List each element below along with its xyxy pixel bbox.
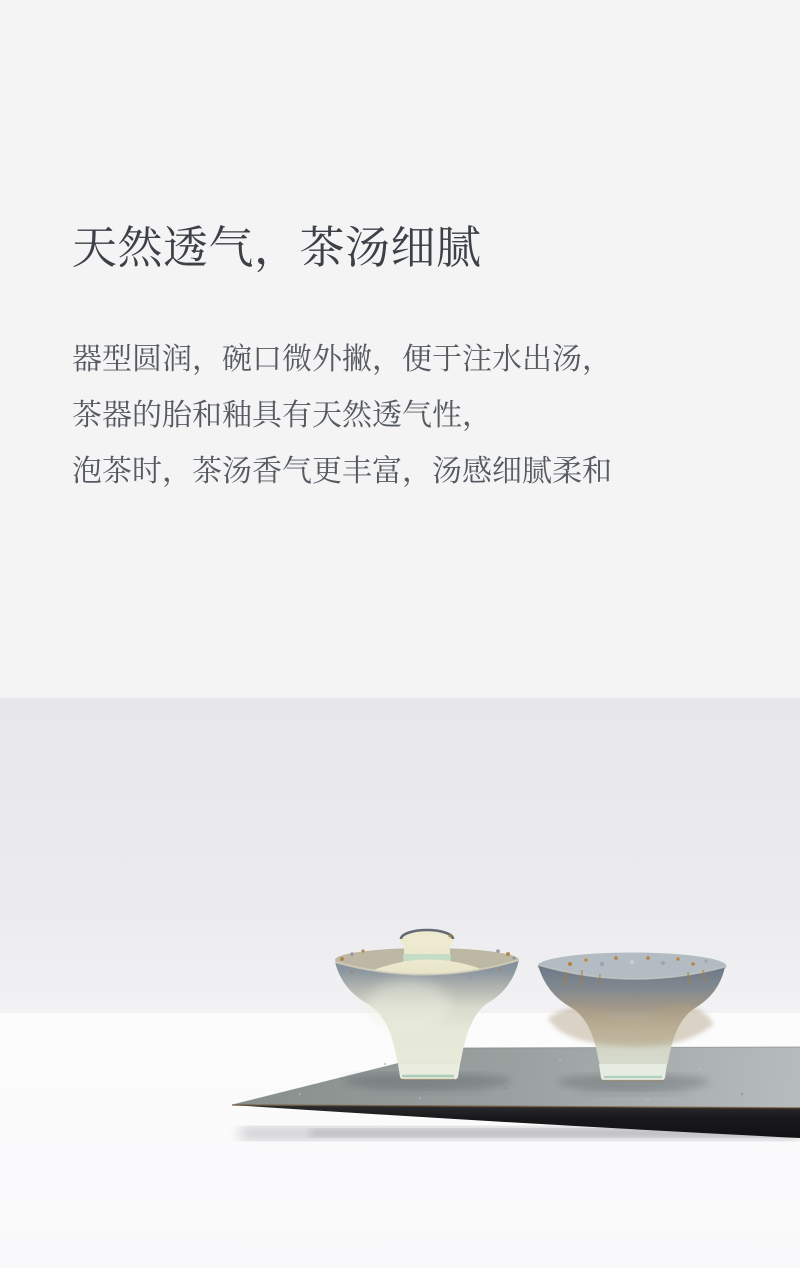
tea-set-scene [0,698,800,1268]
product-photo [0,698,800,1268]
section-body-line-2: 茶器的胎和釉具有天然透气性， [72,399,492,432]
section-body-line-1: 器型圆润，碗口微外撇，便于注水出汤， [72,343,612,376]
teacup-foot [599,1064,667,1081]
section-body-line-3: 泡茶时，茶汤香气更丰富，汤感细腻柔和 [72,455,612,488]
gaiwan-glaze-sheen [366,980,450,1032]
section-body [72,332,612,500]
lid-knob-rust-spot [448,934,451,937]
gaiwan-foot [398,1064,460,1080]
section-title: 天然透气，茶汤细腻 [72,222,482,273]
